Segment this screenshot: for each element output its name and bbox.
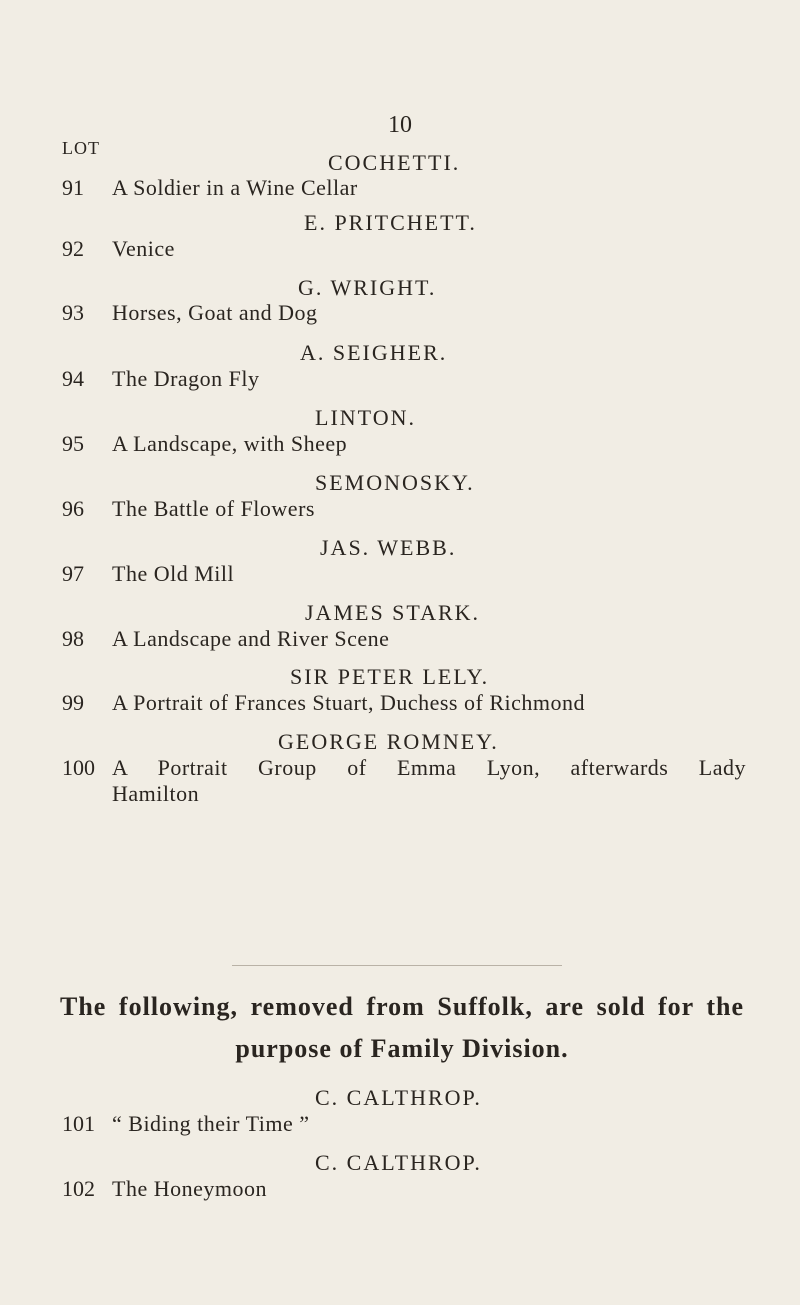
lot-title: The Battle of Flowers [112,496,315,521]
section-divider [232,965,562,966]
lot-title: A Soldier in a Wine Cellar [112,175,358,200]
artist-name: LINTON. [315,405,416,430]
lot-number: 92 [62,236,84,261]
lot-title: A Portrait of Frances Stuart, Duchess of Richmond [112,690,585,715]
lot-number: 101 [62,1111,95,1136]
lot-column-header: LOT [62,138,100,158]
artist-name: JAS. WEBB. [320,535,457,560]
artist-name: C. CALTHROP. [315,1085,482,1110]
artist-name: SIR PETER LELY. [290,664,490,689]
section-note: The following, removed from Suffolk, are sold for the [60,992,744,1021]
lot-number: 102 [62,1176,95,1201]
artist-name: SEMONOSKY. [315,470,475,495]
artist-name: A. SEIGHER. [300,340,448,365]
lot-number: 100 [62,755,95,780]
lot-number: 97 [62,561,84,586]
lot-title: Venice [112,236,175,261]
lot-title: Horses, Goat and Dog [112,300,318,325]
artist-name: C. CALTHROP. [315,1150,482,1175]
lot-title: A Portrait Group of Emma Lyon, afterwards Lady [112,755,746,780]
lot-number: 93 [62,300,84,325]
lot-number: 91 [62,175,84,200]
artist-name: JAMES STARK. [305,600,481,625]
lot-title: The Old Mill [112,561,235,586]
lot-title: A Landscape, with Sheep [112,431,348,456]
lot-number: 99 [62,690,84,715]
artist-name: COCHETTI. [328,150,461,175]
artist-name: GEORGE ROMNEY. [278,729,499,754]
lot-number: 96 [62,496,84,521]
lot-title: The Honeymoon [112,1176,267,1201]
lot-number: 98 [62,626,84,651]
lot-title: The Dragon Fly [112,366,260,391]
artist-name: G. WRIGHT. [298,275,437,300]
artist-name: E. PRITCHETT. [304,210,477,235]
lot-number: 95 [62,431,84,456]
lot-number: 94 [62,366,84,391]
lot-title-continuation: Hamilton [112,781,200,806]
section-note-continuation: purpose of Family Division. [235,1034,569,1063]
lot-title: “ Biding their Time ” [112,1111,310,1136]
page-number: 10 [388,112,412,138]
lot-title: A Landscape and River Scene [112,626,390,651]
